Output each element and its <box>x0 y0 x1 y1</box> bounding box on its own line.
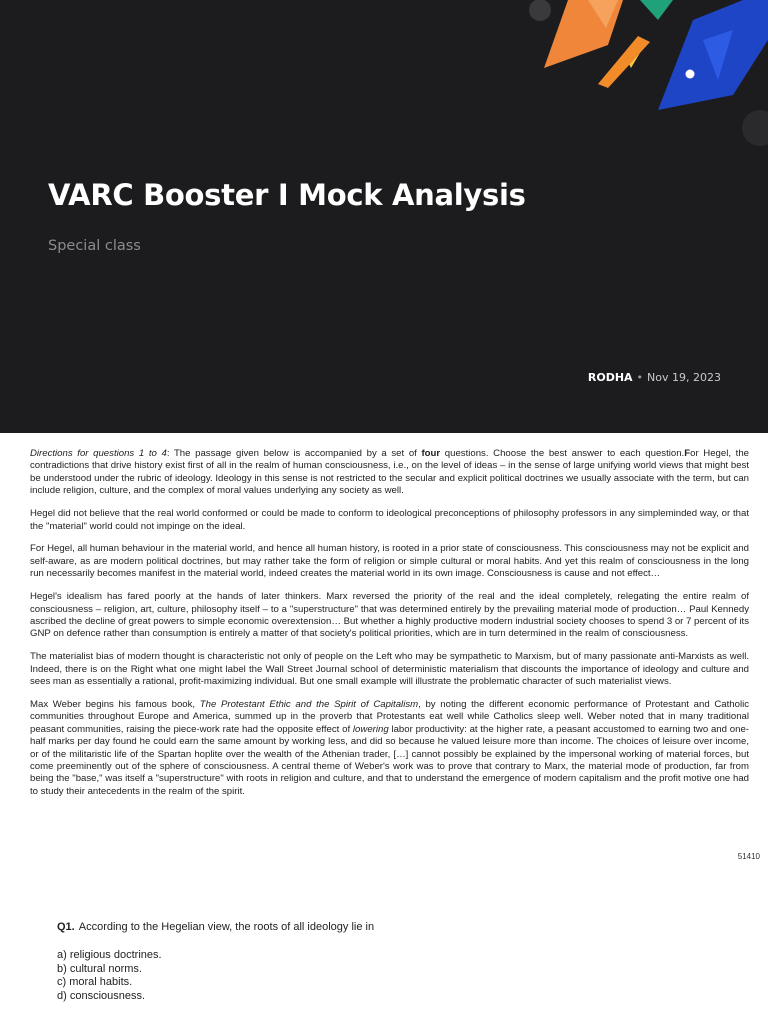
option-d[interactable]: d) consciousness. <box>57 989 146 1002</box>
page-title: VARC Booster I Mock Analysis <box>48 178 526 212</box>
page-subtitle: Special class <box>48 238 141 254</box>
meta-separator: • <box>636 371 644 384</box>
passage-paragraph: Directions for questions 1 to 4: The passage given below is accompanied by a set of four questions. Choose the best answer to each question.For Hegel, the contradictions that drive history exist first of all in the realm of human consciousness, i.e., on the level of ideas – in the sense of large unifying world views that might best be understood under the rubric of ideology. Ideology in this sense is not restricted to the secular and explicit political doctrines we usually associate with the term, but can include religion, culture, and the complex of moral values underlying any society as well. <box>30 448 749 497</box>
passage-code: 51410 <box>737 852 760 861</box>
passage-paragraph: Max Weber begins his famous book, The Protestant Ethic and the Spirit of Capitalism, by noting the different economic performance of Protestant and Catholic communities throughout Europe and America, summed up in the proverb that Protestants eat well while Catholics sleep well. Weber noted that in many traditional peasant communities, raising the piece-work rate had the opposite effect of lowering labor productivity: at the higher rate, a peasant accustomed to earning two and one-half marks per day found he could earn the same amount by working less, and did so because he valued leisure more than income. The choices of leisure over income, or of the militaristic life of the Spartan hoplite over the wealth of the Athenian trader, […] cannot possibly be explained by the impersonal working of material forces, but come preeminently out of the sphere of consciousness. A central theme of Weber's work was to prove that contrary to Marx, the material mode of production, far from being the "base," was itself a "superstructure" with roots in religion and culture, and that to understand the emergence of modern capitalism and the profit motive one had to study their antecedents in the realm of the spirit. <box>30 699 749 797</box>
passage-paragraph: For Hegel, all human behaviour in the material world, and hence all human history, is rooted in a prior state of consciousness. This consciousness may not be explicit and self-aware, as are modern political doctrines, but may rather take the form of religion or simple cultural or moral habits. And yet this realm of consciousness in the long run necessarily becomes manifest in the material world, indeed creates the material world in its own image. Consciousness is cause and not effect… <box>30 543 749 580</box>
question-text: According to the Hegelian view, the roots of all ideology lie in <box>78 921 375 933</box>
question-number: Q1. <box>57 921 75 933</box>
option-a[interactable]: a) religious doctrines. <box>57 949 162 961</box>
header-banner <box>0 0 768 433</box>
question-1 <box>57 921 747 933</box>
answer-options <box>57 949 162 1003</box>
directions-label: Directions for questions 1 to 4 <box>30 448 167 459</box>
reading-passage <box>30 448 749 809</box>
decorative-pen-illustration-icon <box>528 0 768 160</box>
option-c[interactable]: c) moral habits. <box>57 976 133 989</box>
passage-paragraph: Hegel's idealism has fared poorly at the hands of later thinkers. Marx reversed the priority of the real and the ideal completely, relegating the entire realm of consciousness – religion, art, culture, philosophy itself – to a "superstructure" that was determined entirely by the prevailing material mode of production… Paul Kennedy ascribed the decline of great powers to simple economic overextension… But whether a highly productive modern industrial society chooses to spend 3 or 7 percent of its GNP on defence rather than consumption is entirely a matter of that society's political priorities, which are in turn determined in the realm of consciousness. <box>30 591 749 640</box>
post-date: Nov 19, 2023 <box>647 371 721 384</box>
post-meta <box>588 371 721 384</box>
author-name[interactable]: RODHA <box>587 371 633 384</box>
passage-paragraph: The materialist bias of modern thought is characteristic not only of people on the Left who may be sympathetic to Marxism, but of many passionate anti-Marxists as well. Indeed, there is on the Right what one might label the Wall Street Journal school of deterministic materialism that discounts the importance of ideology and culture and sees man as essentially a rational, profit-maximizing individual. But one small example will illustrate the problematic character of such materialist views. <box>30 651 749 688</box>
passage-paragraph: Hegel did not believe that the real world conformed or could be made to conform to ideological preconceptions of philosophy professors in any simpleminded way, or that the "material" world could not impinge on the ideal. <box>30 508 749 532</box>
option-b[interactable]: b) cultural norms. <box>57 962 142 975</box>
book-title: The Protestant Ethic and the Spirit of Capitalism <box>199 699 419 710</box>
